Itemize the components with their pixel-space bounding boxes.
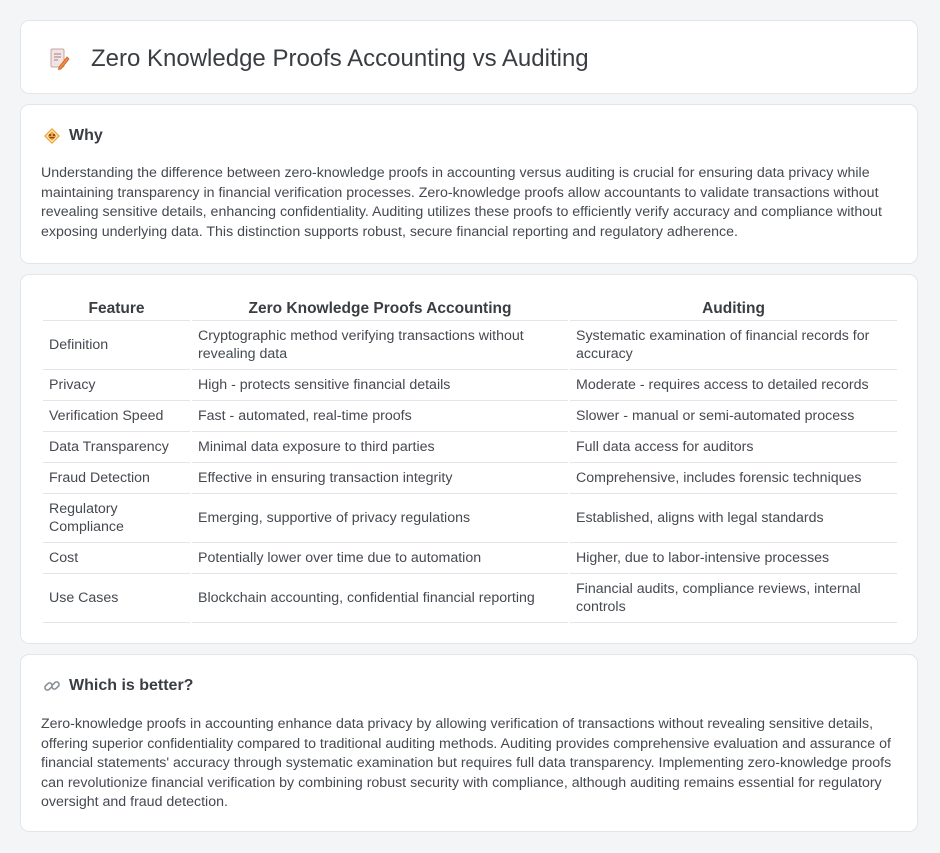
link-icon (43, 677, 61, 695)
header-card (20, 20, 918, 94)
auditing-cell: Comprehensive, includes forensic techniques (570, 463, 897, 494)
zkp-cell: Emerging, supportive of privacy regulations (192, 494, 568, 543)
feature-cell: Definition (43, 321, 190, 370)
table-row (43, 463, 897, 494)
why-title: Why (69, 127, 103, 144)
better-heading (43, 677, 193, 695)
why-heading (43, 127, 103, 145)
auditing-cell: Systematic examination of financial records for accuracy (570, 321, 897, 370)
auditing-cell: Financial audits, compliance reviews, internal controls (570, 574, 897, 623)
feature-cell: Fraud Detection (43, 463, 190, 494)
table-row (43, 432, 897, 463)
document-pencil-icon (47, 47, 71, 71)
header-auditing: Auditing (570, 295, 897, 321)
why-section (20, 104, 918, 264)
feature-cell: Cost (43, 543, 190, 574)
why-text: Understanding the difference between zero-knowledge proofs in accounting versus auditing is crucial for ensuring data privacy while maintaining transparency in financial verification processes. Zero-knowledge proofs allow accountants to validate transactions without revealing sensitive details, enhancing confidentiality. Auditing utilizes these proofs to efficiently verify accuracy and compliance without exposing underlying data. This distinction supports robust, secure financial reporting and regulatory adherence. (41, 165, 882, 240)
table-row (43, 574, 897, 623)
table-row (43, 543, 897, 574)
page-title: Zero Knowledge Proofs Accounting vs Auditing (91, 45, 589, 72)
zkp-cell: High - protects sensitive financial details (192, 370, 568, 401)
zkp-cell: Blockchain accounting, confidential financial reporting (192, 574, 568, 623)
table-row (43, 321, 897, 370)
feature-cell: Data Transparency (43, 432, 190, 463)
zkp-cell: Effective in ensuring transaction integrity (192, 463, 568, 494)
comparison-section (20, 274, 918, 644)
zkp-cell: Fast - automated, real-time proofs (192, 401, 568, 432)
comparison-table (41, 295, 899, 623)
header-feature: Feature (43, 295, 190, 321)
auditing-cell: Full data access for auditors (570, 432, 897, 463)
better-title: Which is better? (69, 677, 194, 694)
diamond-sign-icon (43, 127, 61, 145)
zkp-cell: Minimal data exposure to third parties (192, 432, 568, 463)
feature-cell: Verification Speed (43, 401, 190, 432)
better-text: Zero-knowledge proofs in accounting enhance data privacy by allowing verification of transactions without revealing sensitive details, offering superior confidentiality compared to traditional auditing methods. Auditing provides comprehensive evaluation and assurance of financial statements' accuracy through systematic examination but requires full data transparency. Implementing zero-knowledge proofs can revolutionize financial verification by combining robust security with compliance, although auditing remains essential for regulatory oversight and fraud detection. (41, 716, 892, 810)
auditing-cell: Established, aligns with legal standards (570, 494, 897, 543)
table-header-row (43, 295, 897, 321)
table-row (43, 494, 897, 543)
feature-cell: Privacy (43, 370, 190, 401)
which-is-better-section (20, 654, 918, 832)
zkp-cell: Potentially lower over time due to automation (192, 543, 568, 574)
header-zkp-accounting: Zero Knowledge Proofs Accounting (192, 295, 568, 321)
feature-cell: Regulatory Compliance (43, 494, 190, 543)
table-row (43, 401, 897, 432)
feature-cell: Use Cases (43, 574, 190, 623)
auditing-cell: Slower - manual or semi-automated process (570, 401, 897, 432)
auditing-cell: Moderate - requires access to detailed records (570, 370, 897, 401)
table-row (43, 370, 897, 401)
zkp-cell: Cryptographic method verifying transactions without revealing data (192, 321, 568, 370)
auditing-cell: Higher, due to labor-intensive processes (570, 543, 897, 574)
